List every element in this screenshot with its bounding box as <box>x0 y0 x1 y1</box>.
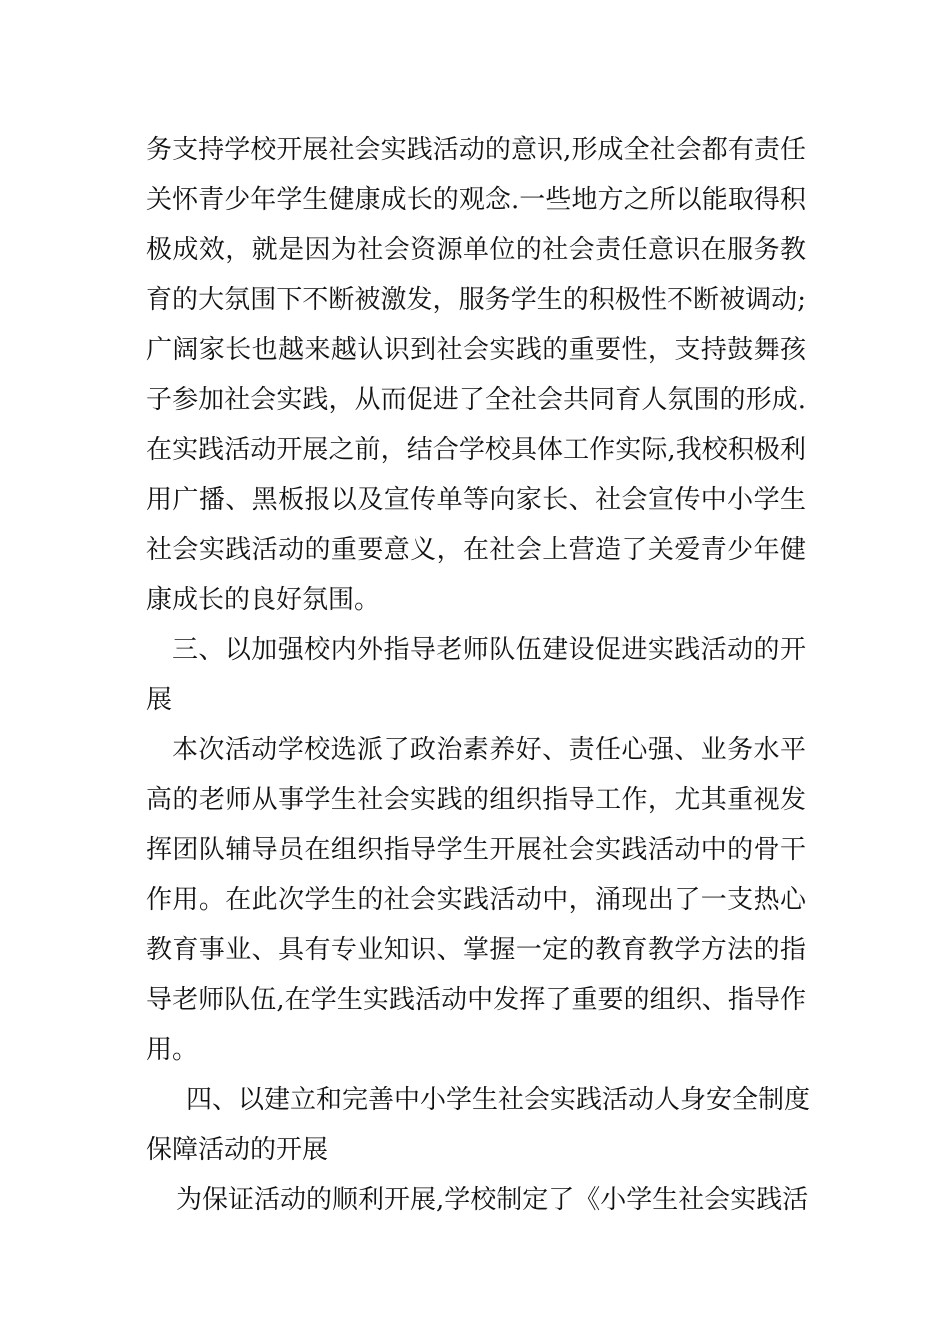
section-heading-line: 四、以建立和完善中小学生社会实践活动人身安全制度 <box>186 1085 811 1115</box>
paragraph-line: 广阔家长也越来越认识到社会实践的重要性，支持鼓舞孩 <box>146 335 806 365</box>
paragraph-line: 用广播、黑板报以及宣传单等向家长、社会宣传中小学生 <box>146 485 806 515</box>
paragraph-line: 导老师队伍,在学生实践活动中发挥了重要的组织、指导作 <box>146 985 806 1015</box>
paragraph-line: 高的老师从事学生社会实践的组织指导工作，尤其重视发 <box>146 785 806 815</box>
section-heading-line: 展 <box>146 685 173 715</box>
paragraph-line: 为保证活动的顺利开展,学校制定了《小学生社会实践活 <box>176 1185 809 1215</box>
paragraph-line: 关怀青少年学生健康成长的观念.一些地方之所以能取得积 <box>146 185 806 215</box>
paragraph-line: 挥团队辅导员在组织指导学生开展社会实践活动中的骨干 <box>146 835 806 865</box>
paragraph-line: 用。 <box>146 1035 199 1065</box>
paragraph-line: 在实践活动开展之前，结合学校具体工作实际,我校积极利 <box>146 435 806 465</box>
paragraph-line: 育的大氛围下不断被激发，服务学生的积极性不断被调动; <box>146 285 806 315</box>
paragraph-line: 本次活动学校选派了政治素养好、责任心强、业务水平 <box>172 735 806 765</box>
paragraph-line: 子参加社会实践，从而促进了全社会共同育人氛围的形成. <box>146 385 806 415</box>
paragraph-line: 教育事业、具有专业知识、掌握一定的教育教学方法的指 <box>146 935 806 965</box>
section-heading-line: 保障活动的开展 <box>146 1135 329 1165</box>
paragraph-line: 康成长的良好氛围。 <box>146 585 381 615</box>
paragraph-line: 社会实践活动的重要意义，在社会上营造了关爱青少年健 <box>146 535 806 565</box>
paragraph-line: 务支持学校开展社会实践活动的意识,形成全社会都有责任 <box>146 135 806 165</box>
paragraph-line: 极成效，就是因为社会资源单位的社会责任意识在服务教 <box>146 235 806 265</box>
section-heading-line: 三、以加强校内外指导老师队伍建设促进实践活动的开 <box>172 635 806 665</box>
paragraph-line: 作用。在此次学生的社会实践活动中，涌现出了一支热心 <box>146 885 806 915</box>
